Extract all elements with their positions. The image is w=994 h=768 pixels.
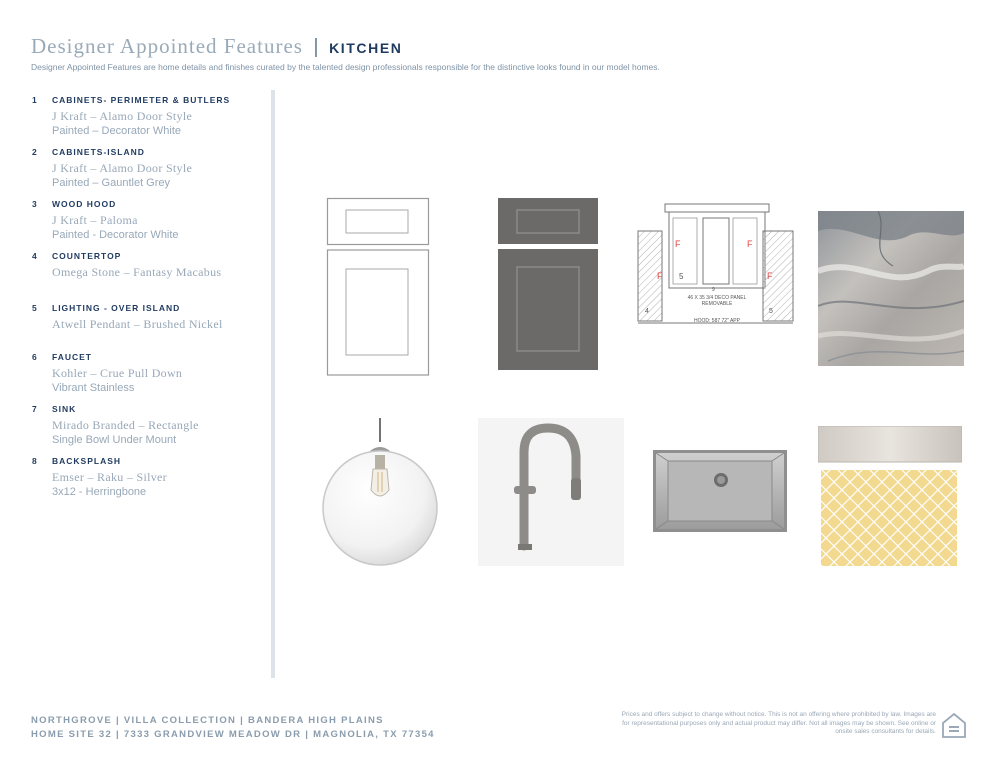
feature-number: 4: [32, 251, 37, 261]
feature-number: 6: [32, 352, 37, 362]
hood-marker-f: F: [675, 239, 681, 249]
footer-address: [31, 714, 435, 742]
footer-homesite: HOME SITE 32 | 7333 GRANDVIEW MEADOW DR | MAGNOLIA, TX 77354: [31, 729, 435, 740]
wood-hood-drawing: [637, 203, 795, 327]
column-divider: [271, 90, 275, 678]
equal-housing-icon: [942, 713, 966, 739]
feature-item: [32, 402, 267, 454]
feature-detail: J Kraft – Alamo Door Style: [52, 161, 193, 175]
feature-finish: Painted – Decorator White: [52, 125, 182, 137]
hood-marker-5: 5: [679, 272, 684, 281]
hood-marker-9: 9: [712, 287, 715, 293]
page-title: Designer Appointed Features: [31, 34, 303, 58]
feature-detail: Omega Stone – Fantasy Macabus: [52, 265, 222, 279]
hood-marker-5b: 5: [769, 308, 773, 315]
hood-height-note: HOOD: 587 72" APP: [694, 318, 740, 324]
feature-item: [32, 350, 267, 402]
feature-item: [32, 301, 267, 350]
feature-finish: Painted - Decorator White: [52, 229, 179, 241]
feature-number: 5: [32, 303, 37, 313]
feature-list: [32, 93, 267, 506]
feature-detail: Emser – Raku – Silver: [52, 470, 167, 484]
feature-name: CABINETS- PERIMETER & BUTLERS: [52, 95, 231, 105]
feature-name: FAUCET: [52, 352, 92, 362]
feature-number: 3: [32, 199, 37, 209]
feature-name: COUNTERTOP: [52, 251, 122, 261]
feature-detail: Kohler – Crue Pull Down: [52, 366, 183, 380]
sink-swatch: [652, 449, 788, 533]
feature-item: [32, 249, 267, 301]
feature-finish: 3x12 - Herringbone: [52, 486, 147, 498]
feature-name: LIGHTING - OVER ISLAND: [52, 303, 181, 313]
page-header: [31, 34, 402, 59]
feature-name: BACKSPLASH: [52, 456, 122, 466]
feature-number: 7: [32, 404, 37, 414]
countertop-marble-swatch: [818, 211, 964, 366]
feature-detail: Atwell Pendant – Brushed Nickel: [52, 317, 223, 331]
feature-detail: Mirado Branded – Rectangle: [52, 418, 199, 432]
title-separator: |: [313, 36, 319, 58]
feature-finish: Single Bowl Under Mount: [52, 434, 177, 446]
grey-cabinet-door-swatch: [498, 197, 598, 371]
backsplash-swatch: [818, 426, 962, 568]
feature-number: 1: [32, 95, 37, 105]
feature-number: 8: [32, 456, 37, 466]
faucet-swatch: [478, 418, 624, 566]
page-subtitle: Designer Appointed Features are home details and finishes curated by the talented design professionals responsible for the distinctive looks found in our model homes.: [31, 62, 660, 72]
globe-pendant-swatch: [321, 418, 439, 566]
feature-detail: J Kraft – Alamo Door Style: [52, 109, 193, 123]
feature-detail: J Kraft – Paloma: [52, 213, 138, 227]
feature-name: SINK: [52, 404, 77, 414]
feature-name: WOOD HOOD: [52, 199, 117, 209]
feature-item: [32, 454, 267, 506]
feature-finish: Vibrant Stainless: [52, 382, 135, 394]
footer-disclaimer: Prices and offers subject to change without notice. This is not an offering where prohibited by law. Images are for representational purposes only and actual product may differ. Not all images may be shown. See online or onsite sales consultants for details.: [621, 711, 936, 735]
white-cabinet-door-swatch: [326, 197, 430, 377]
hood-panel-note-2: REMOVABLE: [701, 301, 733, 307]
hood-marker-f: F: [767, 271, 773, 281]
feature-item: [32, 93, 267, 145]
feature-item: [32, 197, 267, 249]
hood-marker-f: F: [657, 271, 663, 281]
feature-number: 2: [32, 147, 37, 157]
hood-marker-f: F: [747, 239, 753, 249]
hood-panel-note: 46 X 35 3/4 DECO PANEL: [687, 295, 747, 301]
feature-name: CABINETS-ISLAND: [52, 147, 145, 157]
hood-marker-4: 4: [645, 308, 649, 315]
section-title: KITCHEN: [329, 40, 403, 56]
feature-item: [32, 145, 267, 197]
feature-finish: Painted – Gauntlet Grey: [52, 177, 171, 189]
footer-community: NORTHGROVE | VILLA COLLECTION | BANDERA HIGH PLAINS: [31, 715, 384, 726]
